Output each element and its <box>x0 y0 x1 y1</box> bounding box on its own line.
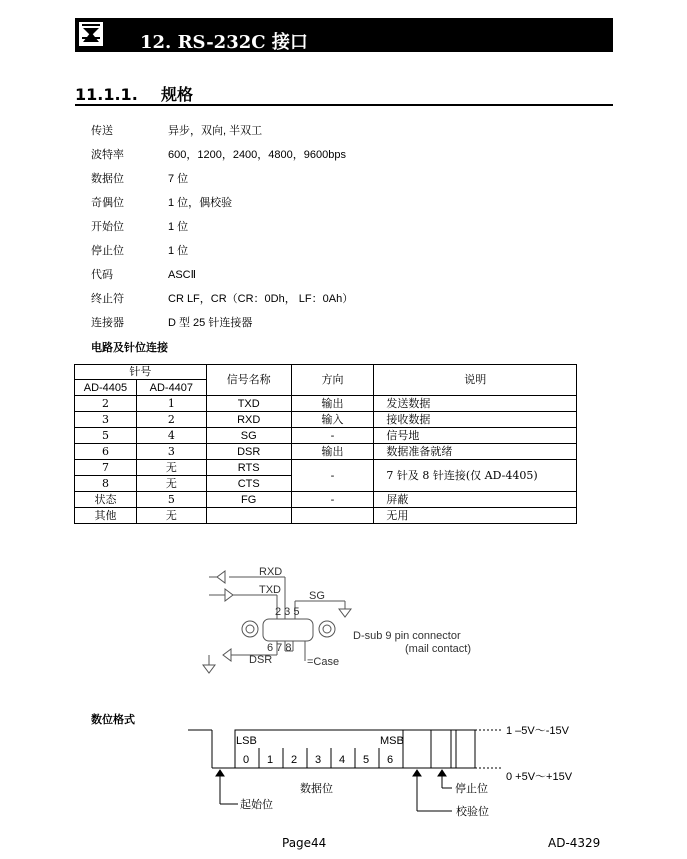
connector-label: D-sub 9 pin connector <box>353 630 461 642</box>
msb-label: MSB <box>380 735 404 747</box>
parity-bit-label: 校验位 <box>456 805 489 818</box>
cell-direction: - <box>291 428 374 444</box>
spec-value: 7 位 <box>168 173 189 185</box>
cell-ad4405: 2 <box>75 396 137 412</box>
bit-format-title: 数位格式 <box>91 713 135 726</box>
cell-signal: RXD <box>206 412 291 428</box>
cell-ad4407: 无 <box>136 460 206 476</box>
cell-description: 信号地 <box>374 428 577 444</box>
table-row <box>75 460 577 476</box>
spec-label: 奇偶位 <box>91 196 124 209</box>
bit-label: 1 <box>267 754 274 766</box>
spec-label: 连接器 <box>91 316 124 329</box>
rxd-label: RXD <box>259 566 283 578</box>
cell-signal: FG <box>206 492 291 508</box>
bit-label: 5 <box>363 754 370 766</box>
txd-label: TXD <box>259 584 281 596</box>
spec-value: 1 位 <box>168 245 189 257</box>
spec-value: 1 位，偶校验 <box>168 197 233 209</box>
cell-signal: TXD <box>206 396 291 412</box>
spec-value: D 型 25 针连接器 <box>168 317 253 329</box>
table-row <box>75 428 577 444</box>
cell-ad4405: 7 <box>75 460 137 476</box>
cell-ad4405: 6 <box>75 444 137 460</box>
bit-format-diagram <box>180 718 610 818</box>
cell-direction: 输入 <box>291 412 374 428</box>
pin-section-title: 电路及针位连接 <box>91 341 168 354</box>
cell-description: 数据准备就绪 <box>374 444 577 460</box>
sg-label: SG <box>309 590 325 602</box>
cell-signal: RTS <box>206 460 291 476</box>
start-bit-label: 起始位 <box>240 798 273 811</box>
bit-label: 0 <box>243 754 250 766</box>
ad4407-header: AD-4407 <box>136 380 206 396</box>
spec-row <box>91 170 188 186</box>
cell-signal <box>206 508 291 524</box>
level-high-label: 1 –5V～-15V <box>506 725 569 737</box>
cell-signal: SG <box>206 428 291 444</box>
cell-description: 无用 <box>374 508 577 524</box>
cell-signal: CTS <box>206 476 291 492</box>
section-number: 11.1.1. <box>75 85 138 104</box>
pins-bottom-label: 6 7 8 <box>267 642 292 654</box>
bit-label: 6 <box>387 754 394 766</box>
spec-value: 1 位 <box>168 221 189 233</box>
spec-row <box>91 218 188 234</box>
cell-ad4405: 8 <box>75 476 137 492</box>
spec-label: 终止符 <box>91 292 124 305</box>
spec-row <box>91 146 346 162</box>
dsr-label: DSR <box>249 654 273 666</box>
cell-description: 接收数据 <box>374 412 577 428</box>
spec-label: 停止位 <box>91 244 124 257</box>
cell-ad4405: 状态 <box>75 492 137 508</box>
description-header: 说明 <box>374 365 577 396</box>
cell-ad4407: 4 <box>136 428 206 444</box>
bit-label: 2 <box>291 754 298 766</box>
spec-label: 开始位 <box>91 220 124 233</box>
cell-description-merged: 7 针及 8 针连接(仅 AD-4405) <box>374 460 577 492</box>
spec-label: 波特率 <box>91 148 124 161</box>
table-header-row <box>75 365 577 380</box>
spec-label: 数据位 <box>91 172 124 185</box>
cell-ad4405: 其他 <box>75 508 137 524</box>
ad4405-header: AD-4405 <box>75 380 137 396</box>
contact-label: (mail contact) <box>405 643 472 655</box>
cell-direction-merged: - <box>291 460 374 492</box>
table-row <box>75 508 577 524</box>
section-heading <box>75 82 193 105</box>
cell-ad4405: 3 <box>75 412 137 428</box>
spec-row <box>91 290 353 306</box>
page-number: Page44 <box>282 836 327 850</box>
cell-direction <box>291 508 374 524</box>
spec-row <box>91 194 232 210</box>
cell-ad4407: 3 <box>136 444 206 460</box>
cell-ad4407: 无 <box>136 476 206 492</box>
cell-ad4407: 5 <box>136 492 206 508</box>
cell-direction: - <box>291 492 374 508</box>
cell-description: 发送数据 <box>374 396 577 412</box>
bit-label: 4 <box>339 754 346 766</box>
spec-label: 传送 <box>91 124 113 137</box>
section-divider <box>75 104 613 106</box>
cell-signal: DSR <box>206 444 291 460</box>
download-arrow-icon <box>77 20 105 48</box>
direction-header: 方向 <box>291 365 374 396</box>
signal-header: 信号名称 <box>206 365 291 396</box>
table-row <box>75 412 577 428</box>
cell-direction: 输出 <box>291 396 374 412</box>
pins-top-label: 2 3 5 <box>275 606 300 618</box>
level-low-label: 0 +5V～+15V <box>506 771 573 783</box>
case-label: =Case <box>307 656 340 668</box>
spec-value: ASCⅡ <box>168 269 197 281</box>
cell-description: 屏蔽 <box>374 492 577 508</box>
spec-value: 600，1200，2400，4800，9600bps <box>168 149 346 161</box>
spec-label: 代码 <box>91 268 113 281</box>
spec-value: 异步，双向, 半双工 <box>168 125 263 137</box>
spec-row <box>91 266 196 282</box>
table-row <box>75 396 577 412</box>
bit-label: 3 <box>315 754 322 766</box>
spec-value: CR LF，CR（CR：0Dh， LF：0Ah） <box>168 293 354 305</box>
cell-ad4407: 1 <box>136 396 206 412</box>
pin-header: 针号 <box>75 365 207 380</box>
cell-ad4407: 无 <box>136 508 206 524</box>
section-title: 规格 <box>161 85 194 104</box>
spec-row <box>91 122 262 138</box>
connector-diagram <box>195 565 495 675</box>
table-row <box>75 492 577 508</box>
pin-table <box>74 364 577 524</box>
cell-direction: 输出 <box>291 444 374 460</box>
spec-row <box>91 242 188 258</box>
cell-ad4405: 5 <box>75 428 137 444</box>
model-number: AD-4329 <box>548 836 601 850</box>
table-row <box>75 444 577 460</box>
cell-ad4407: 2 <box>136 412 206 428</box>
lsb-label: LSB <box>236 735 257 747</box>
spec-row <box>91 314 252 330</box>
stop-bit-label: 停止位 <box>455 782 488 795</box>
data-bits-label: 数据位 <box>300 782 333 795</box>
chapter-title: 12. RS-232C 接口 <box>140 32 308 53</box>
